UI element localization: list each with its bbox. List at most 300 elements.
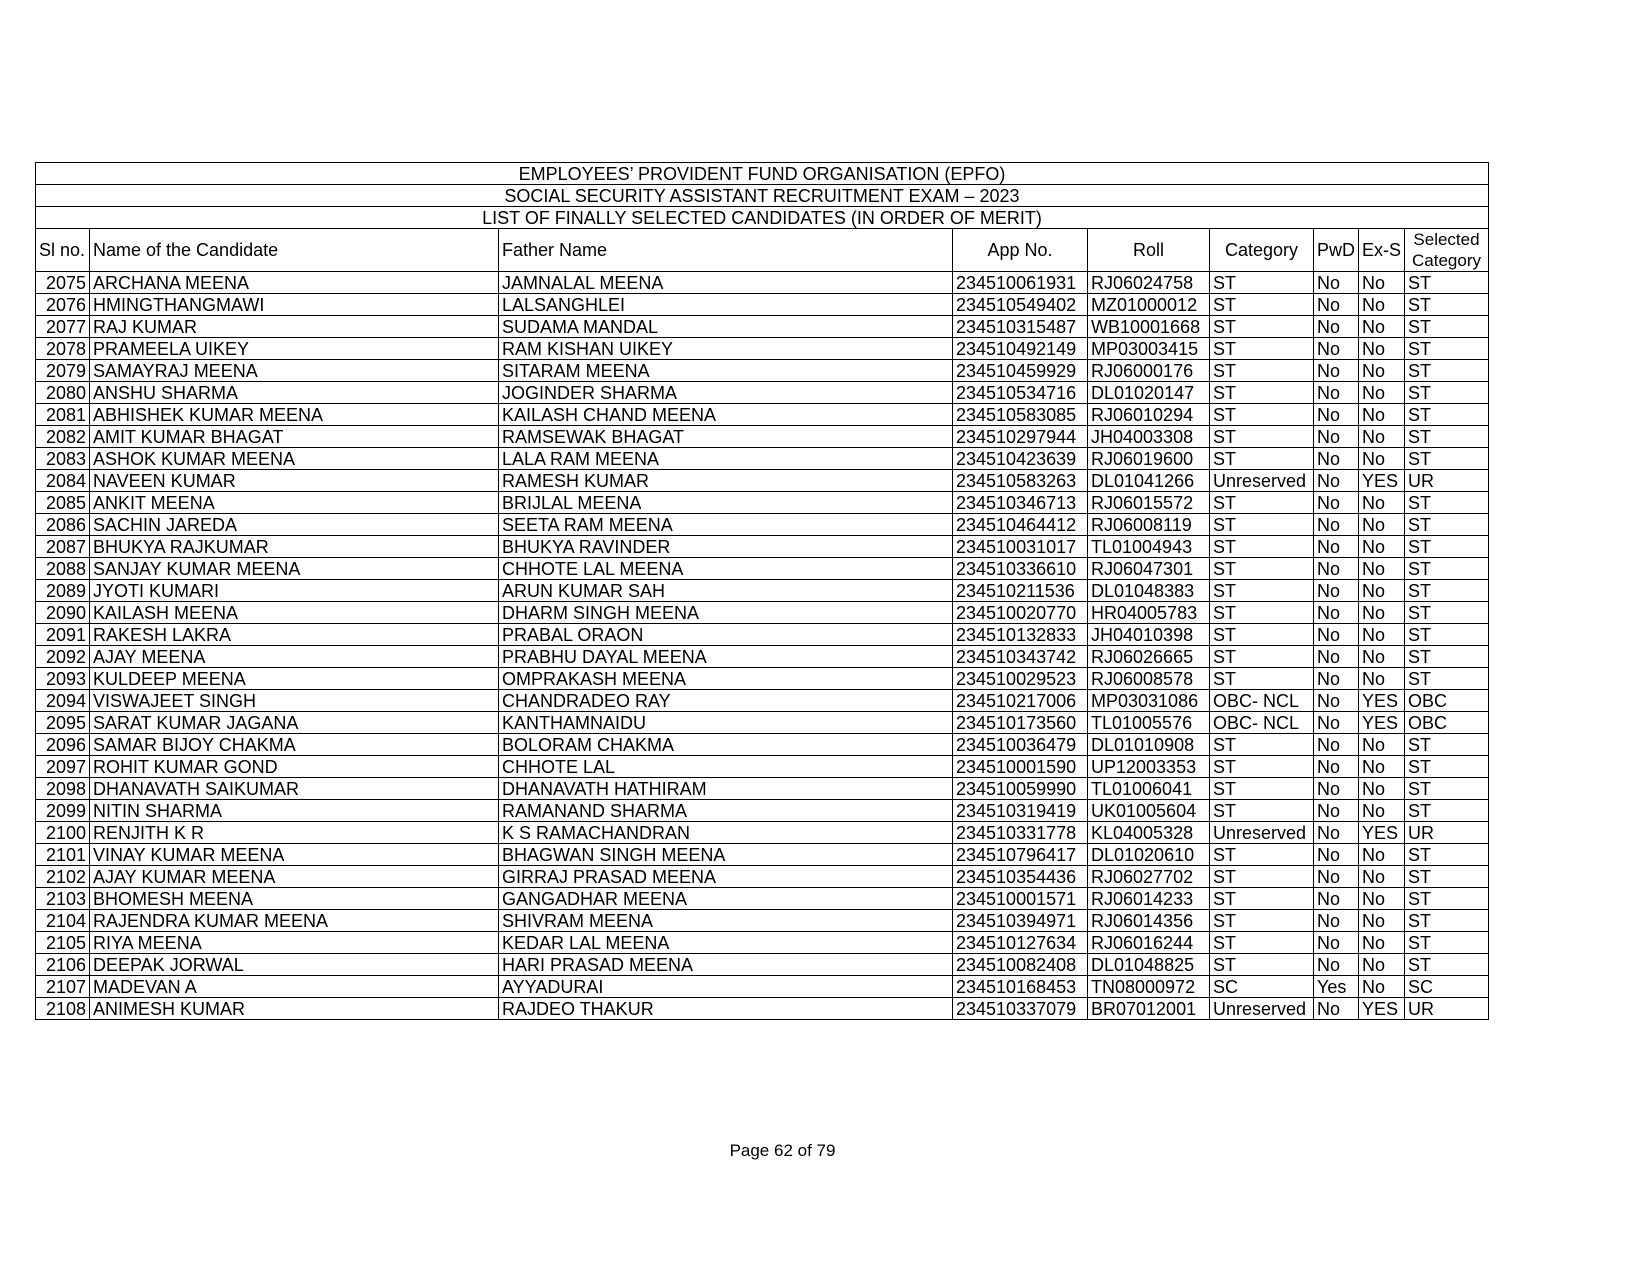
cell-ex-s: No (1359, 910, 1405, 932)
cell-ex-s: No (1359, 778, 1405, 800)
table-row (36, 976, 1489, 998)
cell-ex-s: No (1359, 558, 1405, 580)
cell-ex-s: No (1359, 756, 1405, 778)
cell-ex-s: No (1359, 404, 1405, 426)
cell-selected-category: UR (1405, 470, 1489, 492)
cell-candidate-name: ASHOK KUMAR MEENA (90, 448, 499, 470)
cell-roll: RJ06047301 (1088, 558, 1210, 580)
table-row (36, 558, 1489, 580)
cell-pwd: No (1314, 404, 1359, 426)
cell-candidate-name: ROHIT KUMAR GOND (90, 756, 499, 778)
column-header-row (36, 229, 1489, 272)
cell-father-name: RAJDEO THAKUR (499, 998, 953, 1020)
cell-candidate-name: VISWAJEET SINGH (90, 690, 499, 712)
cell-app-no: 234510423639 (953, 448, 1088, 470)
col-header-pwd: PwD (1314, 229, 1359, 272)
cell-selected-category: UR (1405, 822, 1489, 844)
cell-roll: MZ01000012 (1088, 294, 1210, 316)
table-row (36, 690, 1489, 712)
cell-candidate-name: AMIT KUMAR BHAGAT (90, 426, 499, 448)
cell-pwd: No (1314, 734, 1359, 756)
cell-pwd: No (1314, 514, 1359, 536)
cell-selected-category: ST (1405, 954, 1489, 976)
cell-candidate-name: RENJITH K R (90, 822, 499, 844)
cell-sl-no: 2104 (36, 910, 90, 932)
cell-ex-s: No (1359, 888, 1405, 910)
cell-ex-s: No (1359, 338, 1405, 360)
cell-roll: RJ06010294 (1088, 404, 1210, 426)
col-header-selected-category: Selected Category (1405, 229, 1489, 272)
cell-roll: DL01020610 (1088, 844, 1210, 866)
list-title: LIST OF FINALLY SELECTED CANDIDATES (IN ORDER OF MERIT) (36, 207, 1489, 229)
cell-pwd: No (1314, 822, 1359, 844)
cell-pwd: No (1314, 888, 1359, 910)
table-row (36, 294, 1489, 316)
cell-father-name: RAMANAND SHARMA (499, 800, 953, 822)
table-row (36, 800, 1489, 822)
page-number: Page 62 of 79 (729, 1141, 836, 1160)
cell-category: ST (1210, 646, 1314, 668)
cell-sl-no: 2098 (36, 778, 90, 800)
cell-selected-category: ST (1405, 866, 1489, 888)
cell-father-name: CHHOTE LAL (499, 756, 953, 778)
cell-category: ST (1210, 778, 1314, 800)
cell-ex-s: YES (1359, 712, 1405, 734)
cell-category: ST (1210, 360, 1314, 382)
cell-candidate-name: MADEVAN A (90, 976, 499, 998)
table-row (36, 338, 1489, 360)
cell-selected-category: ST (1405, 316, 1489, 338)
cell-roll: RJ06024758 (1088, 272, 1210, 294)
cell-father-name: SHIVRAM MEENA (499, 910, 953, 932)
cell-father-name: SEETA RAM MEENA (499, 514, 953, 536)
col-header-sl-no: Sl no. (36, 229, 90, 272)
cell-pwd: No (1314, 338, 1359, 360)
cell-pwd: No (1314, 382, 1359, 404)
cell-app-no: 234510036479 (953, 734, 1088, 756)
cell-app-no: 234510059990 (953, 778, 1088, 800)
cell-candidate-name: ARCHANA MEENA (90, 272, 499, 294)
cell-selected-category: ST (1405, 756, 1489, 778)
cell-category: ST (1210, 910, 1314, 932)
cell-selected-category: ST (1405, 778, 1489, 800)
cell-category: ST (1210, 316, 1314, 338)
cell-category: ST (1210, 756, 1314, 778)
cell-father-name: SUDAMA MANDAL (499, 316, 953, 338)
cell-ex-s: No (1359, 954, 1405, 976)
cell-sl-no: 2082 (36, 426, 90, 448)
cell-roll: MP03031086 (1088, 690, 1210, 712)
cell-father-name: JAMNALAL MEENA (499, 272, 953, 294)
cell-roll: RJ06026665 (1088, 646, 1210, 668)
cell-ex-s: No (1359, 800, 1405, 822)
cell-selected-category: ST (1405, 646, 1489, 668)
cell-selected-category: UR (1405, 998, 1489, 1020)
cell-selected-category: ST (1405, 910, 1489, 932)
cell-pwd: No (1314, 954, 1359, 976)
cell-father-name: DHARM SINGH MEENA (499, 602, 953, 624)
cell-candidate-name: PRAMEELA UIKEY (90, 338, 499, 360)
cell-sl-no: 2085 (36, 492, 90, 514)
cell-selected-category: ST (1405, 338, 1489, 360)
cell-ex-s: No (1359, 866, 1405, 888)
cell-category: Unreserved (1210, 998, 1314, 1020)
cell-candidate-name: SARAT KUMAR JAGANA (90, 712, 499, 734)
cell-pwd: No (1314, 624, 1359, 646)
cell-sl-no: 2077 (36, 316, 90, 338)
cell-pwd: No (1314, 844, 1359, 866)
cell-category: ST (1210, 294, 1314, 316)
cell-father-name: BHAGWAN SINGH MEENA (499, 844, 953, 866)
cell-roll: TN08000972 (1088, 976, 1210, 998)
cell-selected-category: ST (1405, 536, 1489, 558)
cell-pwd: No (1314, 448, 1359, 470)
cell-candidate-name: BHUKYA RAJKUMAR (90, 536, 499, 558)
cell-father-name: RAMESH KUMAR (499, 470, 953, 492)
cell-app-no: 234510346713 (953, 492, 1088, 514)
cell-selected-category: ST (1405, 558, 1489, 580)
cell-category: ST (1210, 734, 1314, 756)
cell-selected-category: ST (1405, 844, 1489, 866)
cell-app-no: 234510394971 (953, 910, 1088, 932)
cell-app-no: 234510336610 (953, 558, 1088, 580)
cell-app-no: 234510001590 (953, 756, 1088, 778)
cell-app-no: 234510492149 (953, 338, 1088, 360)
cell-sl-no: 2102 (36, 866, 90, 888)
cell-father-name: CHHOTE LAL MEENA (499, 558, 953, 580)
cell-candidate-name: BHOMESH MEENA (90, 888, 499, 910)
cell-selected-category: ST (1405, 668, 1489, 690)
cell-father-name: PRABAL ORAON (499, 624, 953, 646)
col-header-app-no: App No. (953, 229, 1088, 272)
table-row (36, 360, 1489, 382)
cell-app-no: 234510343742 (953, 646, 1088, 668)
cell-pwd: No (1314, 426, 1359, 448)
cell-app-no: 234510168453 (953, 976, 1088, 998)
cell-candidate-name: SAMAYRAJ MEENA (90, 360, 499, 382)
table-row (36, 822, 1489, 844)
cell-father-name: SITARAM MEENA (499, 360, 953, 382)
cell-sl-no: 2081 (36, 404, 90, 426)
cell-sl-no: 2107 (36, 976, 90, 998)
cell-sl-no: 2103 (36, 888, 90, 910)
cell-sl-no: 2106 (36, 954, 90, 976)
cell-roll: RJ06016244 (1088, 932, 1210, 954)
cell-candidate-name: RAJENDRA KUMAR MEENA (90, 910, 499, 932)
cell-app-no: 234510020770 (953, 602, 1088, 624)
cell-category: SC (1210, 976, 1314, 998)
cell-sl-no: 2079 (36, 360, 90, 382)
cell-candidate-name: ANIMESH KUMAR (90, 998, 499, 1020)
cell-father-name: LALA RAM MEENA (499, 448, 953, 470)
cell-sl-no: 2093 (36, 668, 90, 690)
cell-category: OBC- NCL (1210, 712, 1314, 734)
cell-father-name: AYYADURAI (499, 976, 953, 998)
table-row (36, 272, 1489, 294)
cell-candidate-name: JYOTI KUMARI (90, 580, 499, 602)
table-row (36, 536, 1489, 558)
cell-roll: RJ06015572 (1088, 492, 1210, 514)
table-row (36, 514, 1489, 536)
cell-category: ST (1210, 668, 1314, 690)
cell-selected-category: ST (1405, 932, 1489, 954)
cell-selected-category: ST (1405, 492, 1489, 514)
cell-app-no: 234510031017 (953, 536, 1088, 558)
cell-category: ST (1210, 536, 1314, 558)
cell-ex-s: No (1359, 932, 1405, 954)
cell-candidate-name: SACHIN JAREDA (90, 514, 499, 536)
table-row (36, 910, 1489, 932)
cell-sl-no: 2075 (36, 272, 90, 294)
table-row (36, 404, 1489, 426)
cell-selected-category: ST (1405, 602, 1489, 624)
cell-selected-category: ST (1405, 294, 1489, 316)
cell-sl-no: 2108 (36, 998, 90, 1020)
cell-category: Unreserved (1210, 470, 1314, 492)
col-header-father-name: Father Name (499, 229, 953, 272)
table-row (36, 998, 1489, 1020)
cell-sl-no: 2078 (36, 338, 90, 360)
cell-app-no: 234510001571 (953, 888, 1088, 910)
cell-roll: RJ06008119 (1088, 514, 1210, 536)
cell-candidate-name: ABHISHEK KUMAR MEENA (90, 404, 499, 426)
table-row (36, 954, 1489, 976)
cell-pwd: No (1314, 998, 1359, 1020)
cell-ex-s: No (1359, 492, 1405, 514)
cell-selected-category: ST (1405, 448, 1489, 470)
cell-ex-s: No (1359, 976, 1405, 998)
cell-pwd: No (1314, 558, 1359, 580)
cell-candidate-name: ANKIT MEENA (90, 492, 499, 514)
cell-category: ST (1210, 272, 1314, 294)
table-row (36, 448, 1489, 470)
cell-roll: RJ06014233 (1088, 888, 1210, 910)
table-row (36, 778, 1489, 800)
cell-ex-s: No (1359, 272, 1405, 294)
cell-candidate-name: DEEPAK JORWAL (90, 954, 499, 976)
cell-father-name: KANTHAMNAIDU (499, 712, 953, 734)
cell-pwd: No (1314, 712, 1359, 734)
cell-category: ST (1210, 448, 1314, 470)
cell-selected-category: ST (1405, 382, 1489, 404)
cell-selected-category: OBC (1405, 690, 1489, 712)
cell-app-no: 234510459929 (953, 360, 1088, 382)
cell-candidate-name: VINAY KUMAR MEENA (90, 844, 499, 866)
cell-app-no: 234510583263 (953, 470, 1088, 492)
cell-app-no: 234510217006 (953, 690, 1088, 712)
cell-selected-category: ST (1405, 514, 1489, 536)
cell-ex-s: No (1359, 580, 1405, 602)
cell-roll: JH04010398 (1088, 624, 1210, 646)
table-row (36, 580, 1489, 602)
cell-pwd: No (1314, 646, 1359, 668)
table-row (36, 624, 1489, 646)
cell-candidate-name: DHANAVATH SAIKUMAR (90, 778, 499, 800)
cell-app-no: 234510211536 (953, 580, 1088, 602)
cell-pwd: No (1314, 294, 1359, 316)
table-row (36, 426, 1489, 448)
cell-selected-category: SC (1405, 976, 1489, 998)
cell-category: ST (1210, 602, 1314, 624)
cell-sl-no: 2092 (36, 646, 90, 668)
cell-category: ST (1210, 888, 1314, 910)
cell-father-name: OMPRAKASH MEENA (499, 668, 953, 690)
cell-app-no: 234510029523 (953, 668, 1088, 690)
cell-ex-s: No (1359, 514, 1405, 536)
cell-roll: DL01048825 (1088, 954, 1210, 976)
cell-roll: TL01005576 (1088, 712, 1210, 734)
cell-category: ST (1210, 514, 1314, 536)
table-row (36, 602, 1489, 624)
table-row (36, 382, 1489, 404)
cell-category: OBC- NCL (1210, 690, 1314, 712)
cell-sl-no: 2086 (36, 514, 90, 536)
table-row (36, 734, 1489, 756)
cell-candidate-name: AJAY MEENA (90, 646, 499, 668)
cell-app-no: 234510173560 (953, 712, 1088, 734)
cell-pwd: No (1314, 470, 1359, 492)
cell-pwd: No (1314, 800, 1359, 822)
cell-sl-no: 2095 (36, 712, 90, 734)
candidate-rows (36, 272, 1489, 1020)
cell-sl-no: 2105 (36, 932, 90, 954)
table-row (36, 316, 1489, 338)
cell-ex-s: YES (1359, 822, 1405, 844)
selected-candidates-table (35, 162, 1489, 1020)
col-header-ex-s: Ex-S (1359, 229, 1405, 272)
cell-ex-s: YES (1359, 470, 1405, 492)
cell-roll: KL04005328 (1088, 822, 1210, 844)
cell-roll: JH04003308 (1088, 426, 1210, 448)
cell-category: ST (1210, 558, 1314, 580)
cell-pwd: No (1314, 492, 1359, 514)
cell-roll: RJ06014356 (1088, 910, 1210, 932)
cell-category: ST (1210, 338, 1314, 360)
cell-roll: RJ06027702 (1088, 866, 1210, 888)
cell-candidate-name: NAVEEN KUMAR (90, 470, 499, 492)
cell-selected-category: ST (1405, 426, 1489, 448)
cell-pwd: No (1314, 580, 1359, 602)
cell-app-no: 234510315487 (953, 316, 1088, 338)
cell-sl-no: 2101 (36, 844, 90, 866)
col-header-candidate-name: Name of the Candidate (90, 229, 499, 272)
cell-ex-s: No (1359, 602, 1405, 624)
cell-father-name: ARUN KUMAR SAH (499, 580, 953, 602)
cell-category: ST (1210, 580, 1314, 602)
cell-app-no: 234510354436 (953, 866, 1088, 888)
cell-pwd: No (1314, 866, 1359, 888)
cell-roll: DL01020147 (1088, 382, 1210, 404)
cell-ex-s: No (1359, 294, 1405, 316)
col-header-roll: Roll (1088, 229, 1210, 272)
cell-father-name: GIRRAJ PRASAD MEENA (499, 866, 953, 888)
cell-roll: HR04005783 (1088, 602, 1210, 624)
cell-pwd: No (1314, 316, 1359, 338)
cell-pwd: No (1314, 778, 1359, 800)
cell-sl-no: 2094 (36, 690, 90, 712)
cell-selected-category: ST (1405, 734, 1489, 756)
cell-selected-category: ST (1405, 624, 1489, 646)
cell-app-no: 234510319419 (953, 800, 1088, 822)
cell-selected-category: ST (1405, 580, 1489, 602)
cell-father-name: JOGINDER SHARMA (499, 382, 953, 404)
exam-title: SOCIAL SECURITY ASSISTANT RECRUITMENT EXAM – 2023 (36, 185, 1489, 207)
cell-sl-no: 2096 (36, 734, 90, 756)
cell-ex-s: No (1359, 382, 1405, 404)
cell-roll: WB10001668 (1088, 316, 1210, 338)
cell-candidate-name: AJAY KUMAR MEENA (90, 866, 499, 888)
table-row (36, 492, 1489, 514)
cell-roll: BR07012001 (1088, 998, 1210, 1020)
cell-app-no: 234510132833 (953, 624, 1088, 646)
cell-selected-category: ST (1405, 360, 1489, 382)
cell-father-name: KAILASH CHAND MEENA (499, 404, 953, 426)
cell-ex-s: YES (1359, 690, 1405, 712)
cell-category: ST (1210, 844, 1314, 866)
cell-ex-s: No (1359, 536, 1405, 558)
cell-father-name: K S RAMACHANDRAN (499, 822, 953, 844)
cell-candidate-name: RAKESH LAKRA (90, 624, 499, 646)
cell-category: ST (1210, 866, 1314, 888)
cell-father-name: BOLORAM CHAKMA (499, 734, 953, 756)
cell-pwd: No (1314, 932, 1359, 954)
cell-candidate-name: HMINGTHANGMAWI (90, 294, 499, 316)
table-row (36, 932, 1489, 954)
cell-father-name: PRABHU DAYAL MEENA (499, 646, 953, 668)
cell-pwd: No (1314, 360, 1359, 382)
cell-app-no: 234510583085 (953, 404, 1088, 426)
cell-father-name: KEDAR LAL MEENA (499, 932, 953, 954)
cell-selected-category: OBC (1405, 712, 1489, 734)
cell-roll: RJ06008578 (1088, 668, 1210, 690)
cell-candidate-name: RIYA MEENA (90, 932, 499, 954)
cell-candidate-name: NITIN SHARMA (90, 800, 499, 822)
cell-candidate-name: RAJ KUMAR (90, 316, 499, 338)
cell-father-name: GANGADHAR MEENA (499, 888, 953, 910)
cell-roll: DL01010908 (1088, 734, 1210, 756)
col-header-category: Category (1210, 229, 1314, 272)
cell-app-no: 234510464412 (953, 514, 1088, 536)
cell-pwd: No (1314, 536, 1359, 558)
cell-candidate-name: SAMAR BIJOY CHAKMA (90, 734, 499, 756)
cell-ex-s: No (1359, 624, 1405, 646)
cell-sl-no: 2090 (36, 602, 90, 624)
cell-sl-no: 2083 (36, 448, 90, 470)
cell-ex-s: YES (1359, 998, 1405, 1020)
cell-father-name: BRIJLAL MEENA (499, 492, 953, 514)
cell-sl-no: 2076 (36, 294, 90, 316)
cell-category: ST (1210, 624, 1314, 646)
cell-roll: RJ06019600 (1088, 448, 1210, 470)
cell-roll: DL01041266 (1088, 470, 1210, 492)
cell-roll: UK01005604 (1088, 800, 1210, 822)
cell-roll: RJ06000176 (1088, 360, 1210, 382)
cell-father-name: HARI PRASAD MEENA (499, 954, 953, 976)
cell-candidate-name: ANSHU SHARMA (90, 382, 499, 404)
cell-category: Unreserved (1210, 822, 1314, 844)
cell-selected-category: ST (1405, 404, 1489, 426)
cell-sl-no: 2088 (36, 558, 90, 580)
cell-ex-s: No (1359, 668, 1405, 690)
cell-sl-no: 2089 (36, 580, 90, 602)
cell-ex-s: No (1359, 844, 1405, 866)
cell-selected-category: ST (1405, 272, 1489, 294)
cell-father-name: CHANDRADEO RAY (499, 690, 953, 712)
cell-app-no: 234510796417 (953, 844, 1088, 866)
cell-roll: UP12003353 (1088, 756, 1210, 778)
cell-category: ST (1210, 426, 1314, 448)
cell-ex-s: No (1359, 734, 1405, 756)
